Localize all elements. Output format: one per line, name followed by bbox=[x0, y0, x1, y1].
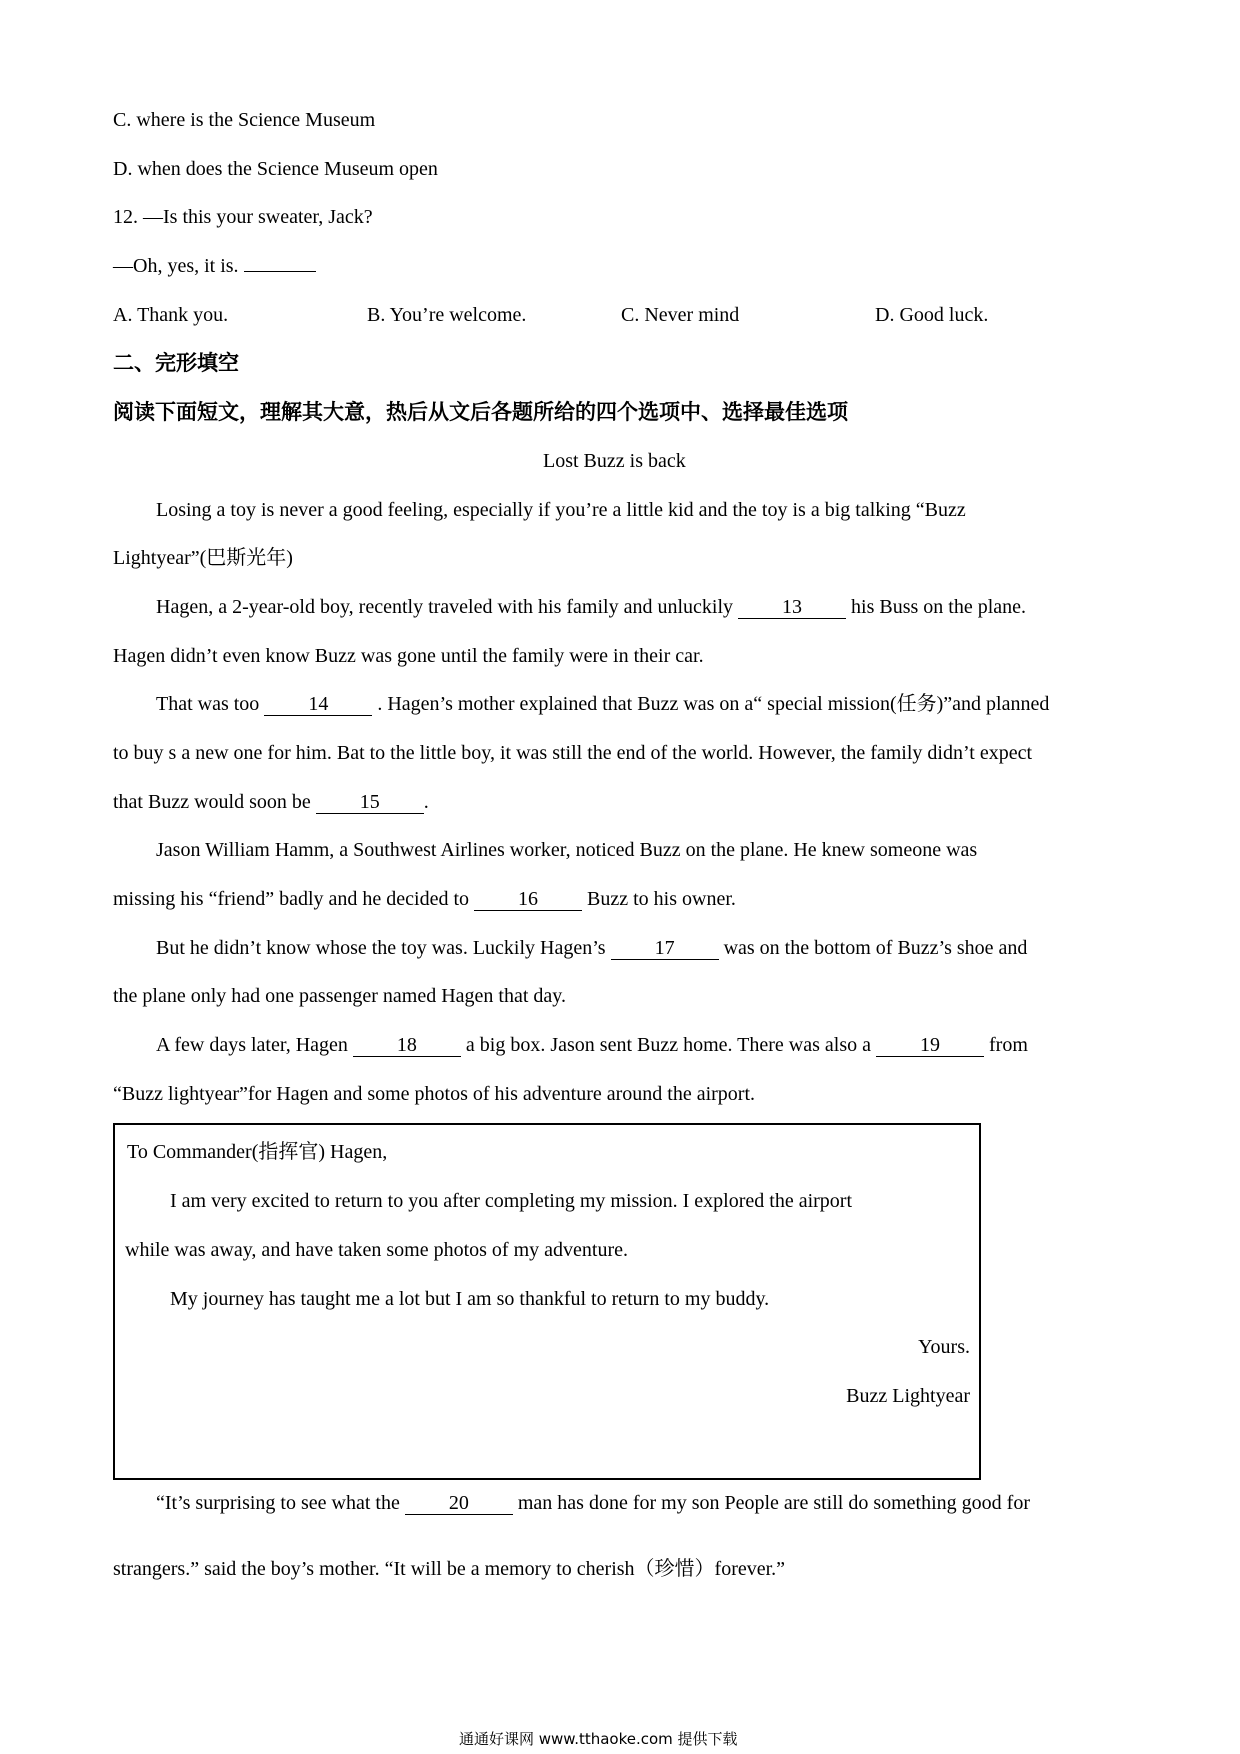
p5-text-after: was on the bottom of Buzz’s shoe and bbox=[723, 937, 1028, 959]
q12-option-a: A. Thank you. bbox=[113, 304, 229, 326]
letter-line-3: My journey has taught me a lot but I am so thankful to return to my buddy. bbox=[170, 1288, 770, 1310]
p6-text-before: A few days later, Hagen bbox=[156, 1034, 348, 1056]
p2-text-after: his Buss on the plane. bbox=[851, 596, 1027, 618]
paragraph-4-line-2 bbox=[113, 886, 736, 912]
q11-option-d: D. when does the Science Museum open bbox=[113, 158, 438, 180]
blank-14[interactable]: 14 bbox=[264, 693, 372, 716]
section-instruction: 阅读下面短文，理解其大意，热后从文后各题所给的四个选项中、选择最佳选项 bbox=[113, 400, 848, 424]
blank-13[interactable]: 13 bbox=[738, 596, 846, 619]
p3-text-before: That was too bbox=[156, 693, 260, 715]
blank-16[interactable]: 16 bbox=[474, 888, 582, 911]
footer-watermark: 通通好课网 www.tthaoke.com 提供下载 bbox=[459, 1730, 738, 1748]
paragraph-2-line-1 bbox=[156, 594, 1026, 620]
letter-line-1: I am very excited to return to you after completing my mission. I explored the airport bbox=[170, 1190, 853, 1212]
paragraph-5-line-1 bbox=[156, 935, 1027, 961]
ending-line-2: strangers.” said the boy’s mother. “It will be a memory to cherish（珍惜）forever.” bbox=[113, 1558, 786, 1580]
q12-question: 12. —Is this your sweater, Jack? bbox=[113, 206, 373, 228]
paragraph-3-line-1 bbox=[156, 691, 1049, 717]
paragraph-6-line-2: “Buzz lightyear”for Hagen and some photos of his adventure around the airport. bbox=[113, 1083, 756, 1105]
paragraph-6-line-1 bbox=[156, 1032, 1028, 1058]
p3c-text-after: . bbox=[423, 791, 429, 813]
paragraph-3-line-3 bbox=[113, 789, 429, 815]
p6-text-after: from bbox=[989, 1034, 1028, 1056]
q11-option-c: C. where is the Science Museum bbox=[113, 109, 376, 131]
paragraph-5-line-2: the plane only had one passenger named Hagen that day. bbox=[113, 985, 566, 1007]
section-heading: 二、完形填空 bbox=[113, 351, 239, 375]
q12-blank[interactable] bbox=[244, 271, 316, 272]
paragraph-1-line-2: Lightyear”(巴斯光年) bbox=[113, 547, 293, 569]
q12-option-d: D. Good luck. bbox=[875, 304, 989, 326]
blank-15[interactable]: 15 bbox=[316, 791, 424, 814]
paragraph-2-line-2: Hagen didn’t even know Buzz was gone until the family were in their car. bbox=[113, 645, 704, 667]
ending-text-before: “It’s surprising to see what the bbox=[156, 1492, 400, 1514]
p6-text-mid: a big box. Jason sent Buzz home. There was also a bbox=[465, 1034, 871, 1056]
letter-closing: Yours. bbox=[918, 1336, 970, 1358]
paragraph-4-line-1: Jason William Hamm, a Southwest Airlines worker, noticed Buzz on the plane. He knew someone was bbox=[156, 839, 978, 861]
passage-title: Lost Buzz is back bbox=[543, 450, 686, 472]
letter-line-2: while was away, and have taken some photos of my adventure. bbox=[125, 1239, 628, 1261]
ending-line-1 bbox=[156, 1490, 1030, 1516]
q12-answer bbox=[113, 253, 316, 279]
p3c-text-before: that Buzz would soon be bbox=[113, 791, 311, 813]
q12-option-c: C. Never mind bbox=[621, 304, 740, 326]
blank-17[interactable]: 17 bbox=[611, 937, 719, 960]
blank-20[interactable]: 20 bbox=[405, 1492, 513, 1515]
p3-text-after: . Hagen’s mother explained that Buzz was on a“ special mission(任务)”and planned bbox=[377, 693, 1050, 715]
paragraph-3-line-2: to buy s a new one for him. Bat to the little boy, it was still the end of the world. However, the family didn’t expect bbox=[113, 742, 1033, 764]
p5-text-before: But he didn’t know whose the toy was. Luckily Hagen’s bbox=[156, 937, 606, 959]
blank-19[interactable]: 19 bbox=[876, 1034, 984, 1057]
p4-text-before: missing his “friend” badly and he decided to bbox=[113, 888, 470, 910]
q12-option-b: B. You’re welcome. bbox=[367, 304, 527, 326]
letter-signature: Buzz Lightyear bbox=[846, 1385, 970, 1407]
paragraph-1-line-1: Losing a toy is never a good feeling, especially if you’re a little kid and the toy is a big talking “Buzz bbox=[156, 499, 966, 521]
q12-answer-prefix: —Oh, yes, it is. bbox=[113, 255, 239, 277]
p4-text-after: Buzz to his owner. bbox=[587, 888, 736, 910]
letter-greeting: To Commander(指挥官) Hagen, bbox=[127, 1141, 388, 1163]
p2-text-before: Hagen, a 2-year-old boy, recently traveled with his family and unluckily bbox=[156, 596, 734, 618]
ending-text-after: man has done for my son People are still do something good for bbox=[517, 1492, 1030, 1514]
blank-18[interactable]: 18 bbox=[353, 1034, 461, 1057]
